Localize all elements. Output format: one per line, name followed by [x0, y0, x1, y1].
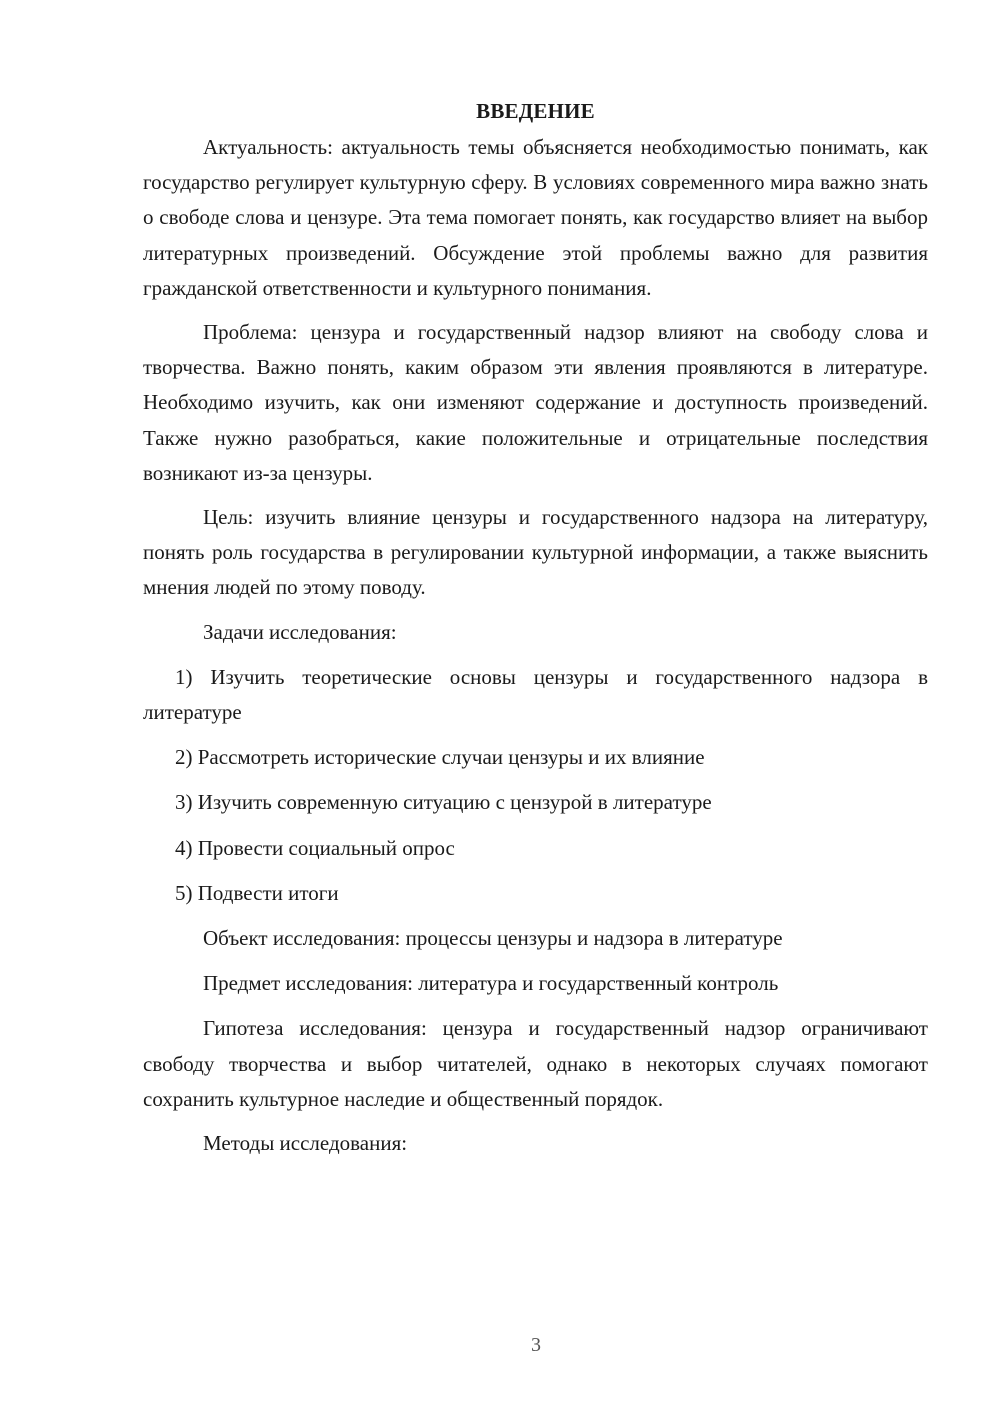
page-number: 3 [531, 1334, 541, 1356]
paragraph-goal: Цель: изучить влияние цензуры и государственного надзора на литературу, понять роль государства в регулировании культурной информации, а также выяснить мнения людей по этому поводу. [143, 505, 928, 600]
paragraph-relevance: Актуальность: актуальность темы объясняется необходимостью понимать, как государство регулирует культурную сферу. В условиях современного мира важно знать о свободе слова и цензуре. Эта тема помогает понять, как государство влияет на выбор литературных произведений. Обсуждение этой проблемы важно для развития гражданской ответственности и культурного понимания. [143, 135, 928, 300]
paragraph-object: Объект исследования: процессы цензуры и надзора в литературе [203, 926, 783, 951]
list-item: 4) Провести социальный опрос [175, 835, 455, 860]
tasks-list [143, 660, 928, 911]
paragraph-problem: Проблема: цензура и государственный надзор влияют на свободу слова и творчества. Важно понять, каким образом эти явления проявляются в литературе. Необходимо изучить, как они изменяют содержание и доступность произведений. Также нужно разобраться, какие положительные и отрицательные последствия возникают из-за цензуры. [143, 320, 928, 485]
methods-heading: Методы исследования: [203, 1131, 408, 1156]
list-item: 3) Изучить современную ситуацию с цензурой в литературе [175, 790, 712, 815]
paragraph-hypothesis: Гипотеза исследования: цензура и государственный надзор ограничивают свободу творчества и выбор читателей, однако в некоторых случаях помогают сохранить культурное наследие и общественный порядок. [143, 1016, 928, 1111]
page-title: ВВЕДЕНИЕ [476, 99, 595, 123]
list-item: 1) Изучить теоретические основы цензуры и государственного надзора в литературе [143, 664, 928, 725]
paragraph-subject: Предмет исследования: литература и государственный контроль [203, 971, 779, 996]
document-page [143, 96, 928, 1171]
tasks-heading: Задачи исследования: [203, 619, 397, 644]
list-item: 2) Рассмотреть исторические случаи цензуры и их влияние [175, 745, 705, 770]
list-item: 5) Подвести итоги [175, 880, 339, 905]
